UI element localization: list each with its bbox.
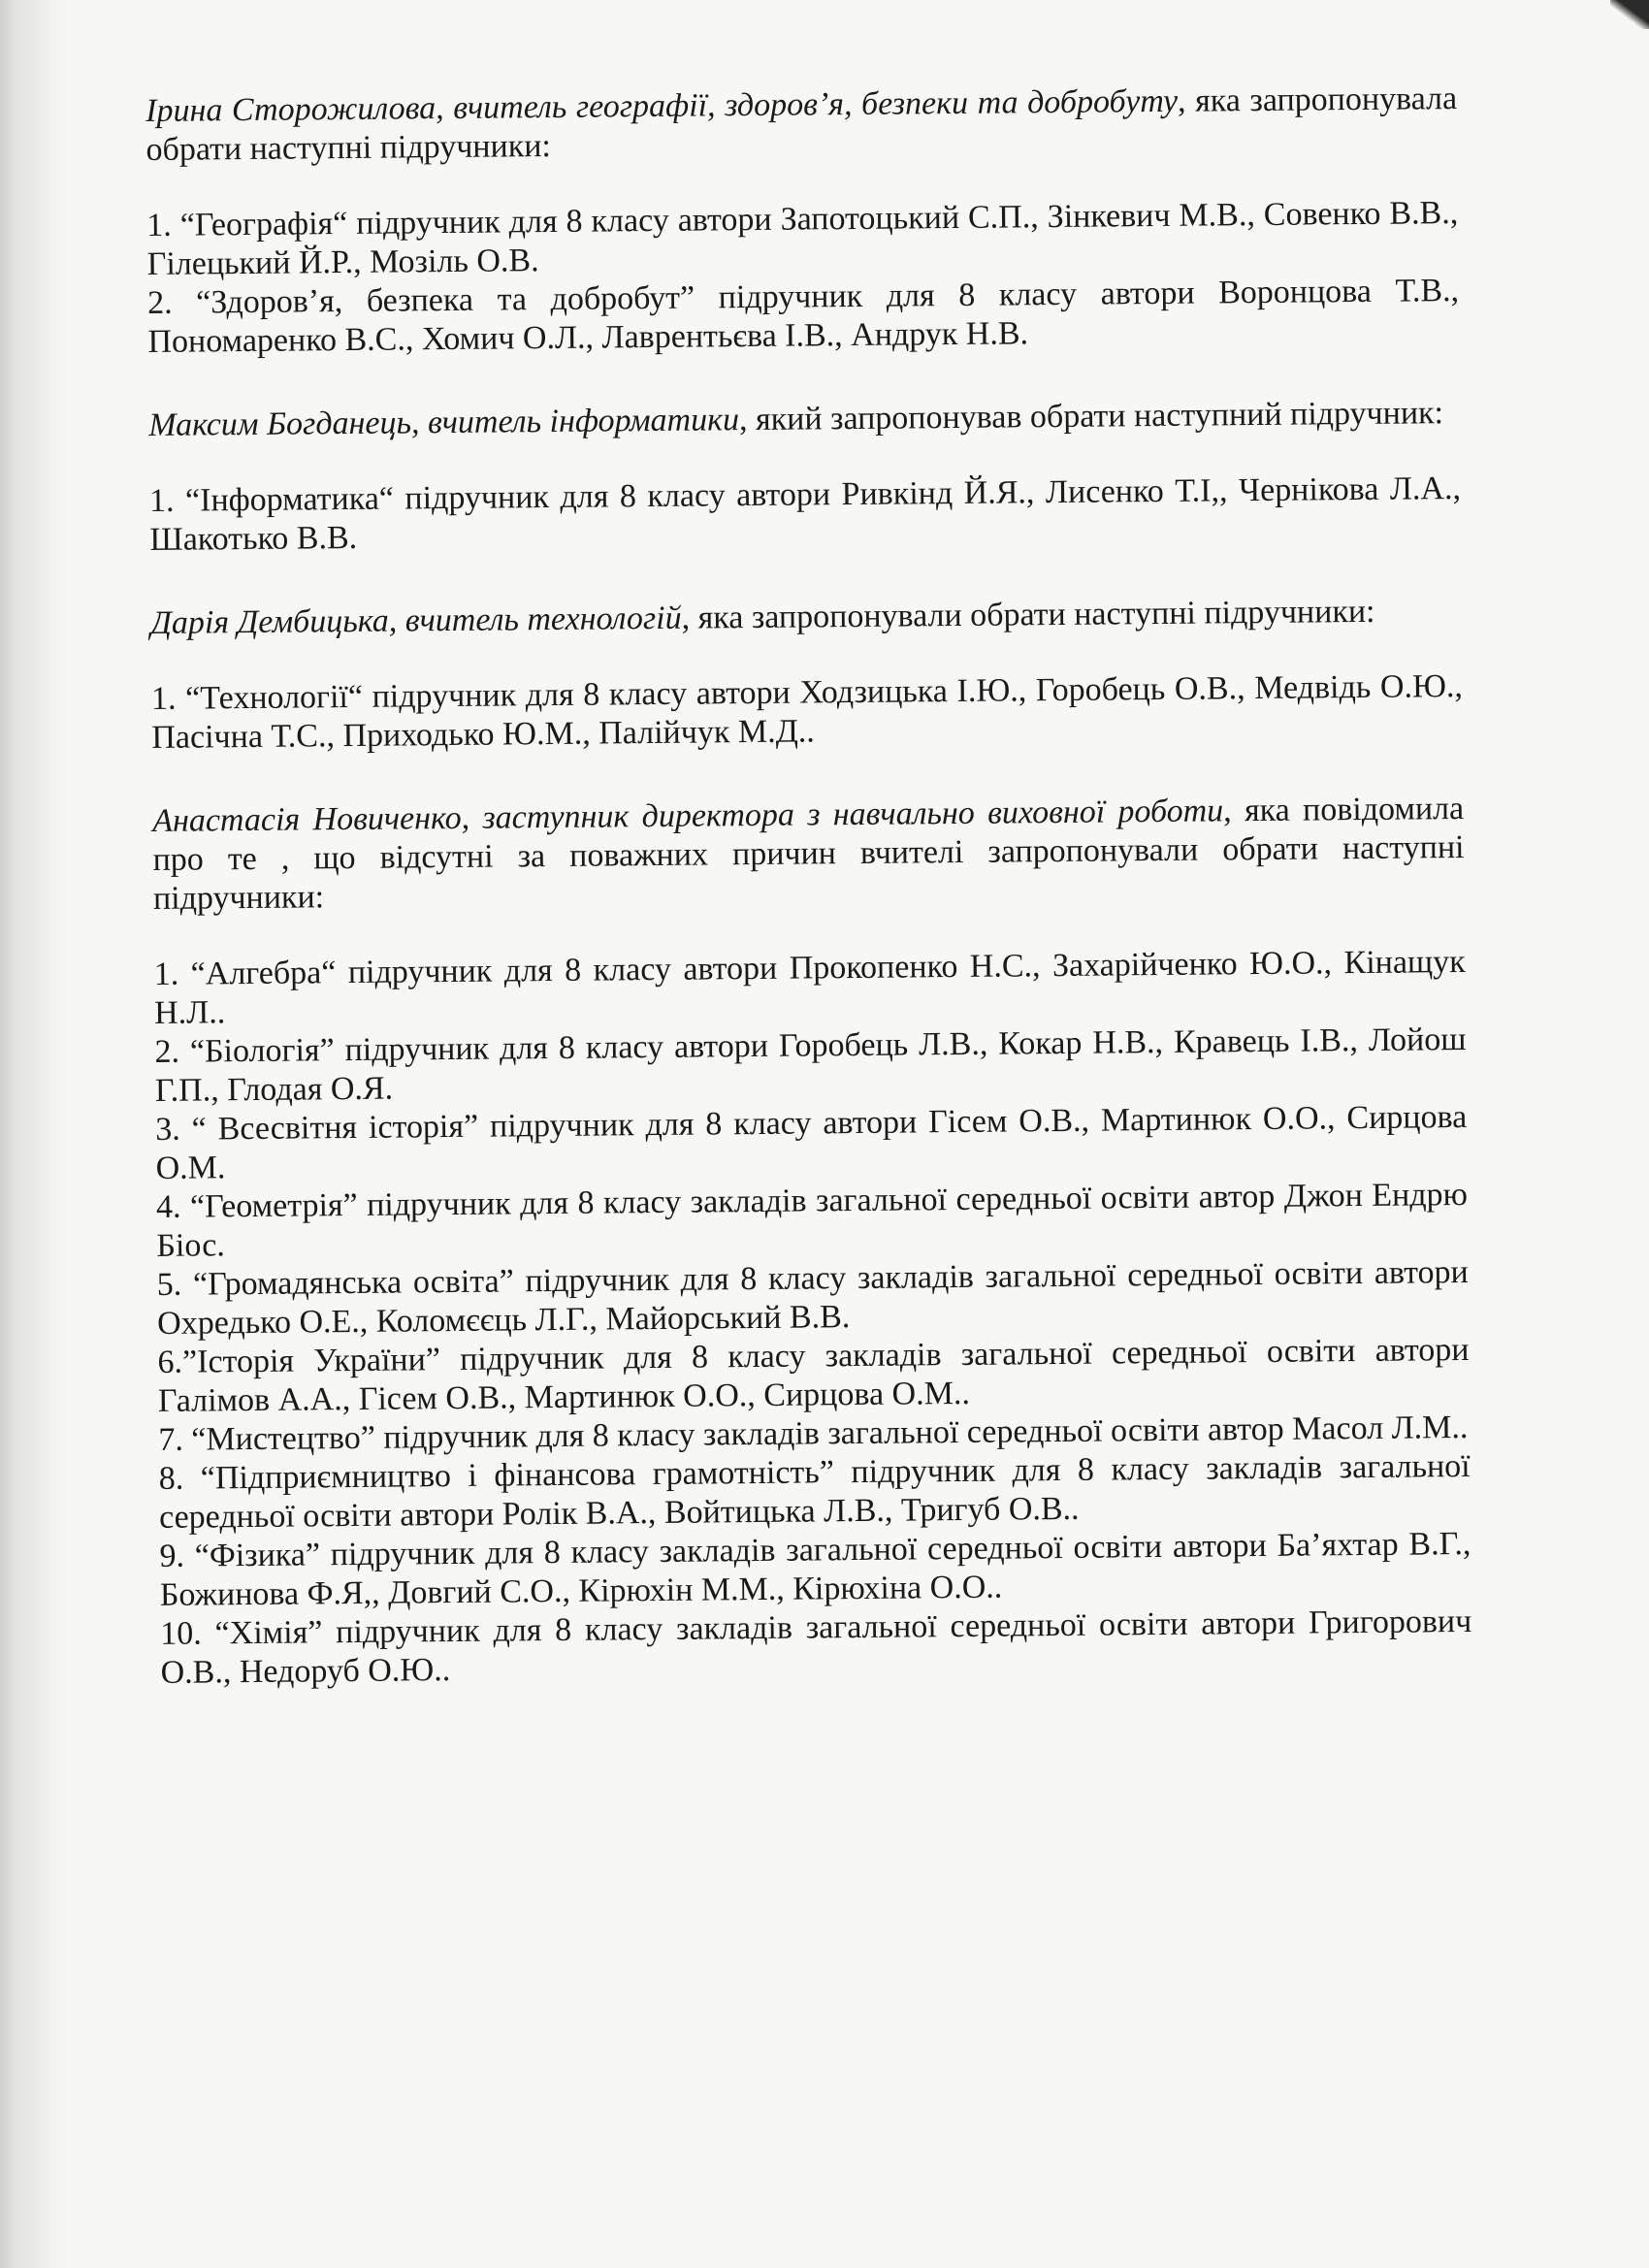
textbook-list xyxy=(154,943,1472,1693)
section-intro xyxy=(148,394,1460,445)
intro-text: , яка повідомила про те , що відсутні за поважних причин вчителі запропонували обрати наступні підручники: xyxy=(152,790,1465,917)
list-item: 5. “Громадянська освіта” підручник для 8 класу закладів загальної середньої освіти автори Охредько О.Е., Коломєєць Л.Г., Майорський В.В. xyxy=(156,1253,1469,1342)
list-item: 1. “Алгебра“ підручник для 8 класу автори Прокопенко Н.С., Захарійченко Ю.О., Кінащук Н.Л.. xyxy=(153,943,1466,1031)
section-novychenko xyxy=(152,790,1472,1693)
textbook-list xyxy=(149,470,1462,560)
list-item: 4. “Геометрія” підручник для 8 класу закладів загальної середньої освіти автор Джон Ендрю Біос. xyxy=(155,1176,1469,1264)
list-item: 1. “Інформатика“ підручник для 8 класу автори Ривкінд Й.Я., Лисенко Т.І,, Чернікова Л.А., Шакотько В.В. xyxy=(148,470,1462,558)
speaker-name: Дарія Дембицька, вчитель технологій xyxy=(150,599,682,641)
section-intro xyxy=(150,592,1462,643)
section-bohdanets xyxy=(148,394,1461,560)
textbook-list xyxy=(146,194,1459,362)
section-intro xyxy=(146,80,1458,170)
list-item: 8. “Підприємництво і фінансова грамотність” підручник для 8 класу закладів загальної середньої освіти автори Ролік В.А., Войтицька Л.В., Тригуб О.В.. xyxy=(158,1447,1471,1536)
list-item: 9. “Фізика” підручник для 8 класу закладів загальної середньої освіти автори Ба’яхтар В.Г., Божинова Ф.Я,, Довгий С.О., Кірюхін М.М., Кірюхіна О.О.. xyxy=(159,1525,1471,1613)
list-item: 2. “Здоров’я, безпека та добробут” підручник для 8 класу автори Воронцова Т.В., Пономаренко В.С., Хомич О.Л., Лаврентьєва І.В., Андрук Н.В. xyxy=(146,273,1460,360)
list-item: 1. “Географія“ підручник для 8 класу автори Запотоцький С.П., Зінкевич М.В., Совенко В.В., Гілецький Й.Р., Мозіль О.В. xyxy=(146,195,1459,282)
section-storozhylova xyxy=(146,80,1460,362)
intro-text: , яка запропонували обрати наступні підручники: xyxy=(681,593,1375,636)
list-item: 3. “ Всесвітня історія” підручник для 8 класу автори Гісем О.В., Мартинюк О.О., Сирцова О.М. xyxy=(155,1098,1468,1186)
list-item: 6.”Історія України” підручник для 8 класу закладів загальної середньої освіти автори Галімов А.А., Гісем О.В., Мартинюк О.О., Сирцова О.М.. xyxy=(157,1331,1470,1419)
document-page xyxy=(146,80,1472,1737)
intro-text: , яка запропонувала обрати наступні підручники: xyxy=(146,81,1458,168)
list-item: 2. “Біологія” підручник для 8 класу автори Горобець Л.В., Кокар Н.В., Кравець І.В., Лойош Г.П., Глодая О.Я. xyxy=(154,1021,1467,1109)
section-intro xyxy=(152,790,1465,919)
speaker-name: Анастасія Новиченко, заступник директора з навчально виховної роботи xyxy=(152,793,1224,839)
list-item: 10. “Хімія” підручник для 8 класу закладів загальної середньої освіти автори Григорович О.В., Недоруб О.Ю.. xyxy=(160,1603,1472,1691)
textbook-list xyxy=(151,667,1464,758)
speaker-name: Ірина Сторожилова, вчитель географії, здоров’я, безпеки та добробуту xyxy=(146,82,1179,129)
list-item: 7. “Мистецтво” підручник для 8 класу закладів загальної середньої освіти автор Масол Л.М.. xyxy=(158,1409,1469,1458)
scan-binding-shadow xyxy=(0,0,68,2268)
speaker-name: Максим Богданець, вчитель інформатики xyxy=(148,402,740,443)
intro-text: , який запропонував обрати наступний підручник: xyxy=(738,395,1444,438)
section-dembytska xyxy=(150,592,1463,758)
scan-corner-shadow xyxy=(1610,0,1649,29)
list-item: 1. “Технології“ підручник для 8 класу автори Ходзицька І.Ю., Горобець О.В., Медвідь О.Ю., Пасічна Т.С., Приходько Ю.М., Палійчук М.Д.. xyxy=(150,667,1464,756)
